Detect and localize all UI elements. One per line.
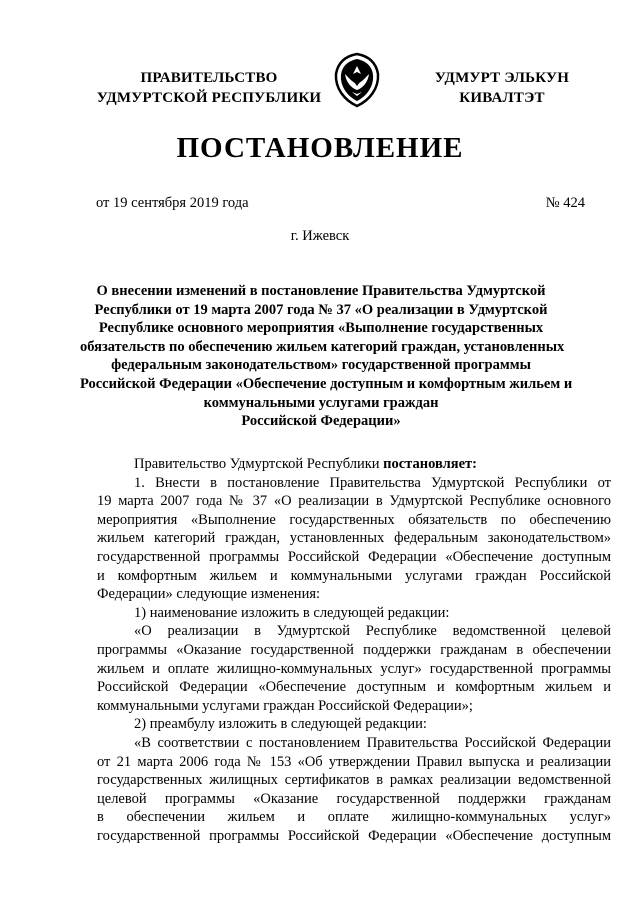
body-line: 1. Внести в постановление Правительства Удмуртской Республики от — [134, 474, 611, 491]
body-line: «О реализации в Удмуртской Республике ведомственной целевой — [134, 623, 611, 640]
document-type-heading: ПОСТАНОВЛЕНИЕ — [176, 132, 464, 164]
title-line: Российской Федерации «Обеспечение доступным и комфортным жильем и — [80, 375, 573, 392]
government-name-udmurt — [418, 68, 586, 108]
body-line: жильем и оплате жилищно-коммунальных услуг» государственной программы — [97, 660, 611, 677]
intro-text: Правительство Удмуртской Республики — [134, 456, 384, 472]
title-line: Республике основного мероприятия «Выполнение государственных — [98, 320, 544, 337]
body-line: государственной программы Российской Федерации «Обеспечение доступным — [97, 548, 611, 565]
coat-of-arms-emblem — [332, 52, 382, 108]
body-line: целевой программы «Оказание государственной поддержки гражданам — [97, 790, 611, 807]
body-line: 19 марта 2007 года № 37 «О реализации в Удмуртской Республике основного — [97, 493, 611, 510]
body-line: 1) наименование изложить в следующей редакции: — [134, 604, 450, 621]
body-line: жильем категорий граждан, установленных федеральным законодательством» — [97, 530, 611, 547]
title-line: О внесении изменений в постановление Правительства Удмуртской — [96, 283, 546, 299]
title-line: коммунальными услугами граждан — [203, 394, 439, 411]
body-line: от 21 марта 2006 года № 153 «Об утверждении Правил выпуска и реализации — [97, 753, 611, 770]
document-number: № 424 — [545, 195, 585, 211]
header-left-line: УДМУРТСКОЙ РЕСПУБЛИКИ — [96, 90, 322, 106]
body-line: коммунальными услугами граждан Российской Федерации»; — [97, 697, 473, 714]
body-line: в обеспечении жильем и оплате жилищно-коммунальных услуг» — [97, 809, 611, 826]
document-body — [97, 455, 611, 845]
body-line: «В соответствии с постановлением Правительства Российской Федерации — [134, 734, 611, 751]
document-title — [80, 282, 573, 431]
title-line: Российской Федерации» — [241, 413, 401, 430]
header-right-line: УДМУРТ ЭЛЬКУН — [434, 70, 570, 86]
document-date: от 19 сентября 2019 года — [96, 195, 249, 211]
body-line: государственных жилищных сертификатов в рамках реализации ведомственной — [97, 772, 611, 789]
intro-decree-word: постановляет: — [383, 456, 477, 472]
body-intro — [97, 455, 611, 474]
body-line: 2) преамбулу изложить в следующей редакции: — [134, 716, 427, 733]
document-city: г. Ижевск — [290, 228, 350, 244]
body-line: мероприятия «Выполнение государственных обязательств по обеспечению — [97, 511, 611, 528]
body-line: Российской Федерации «Обеспечение доступным и комфортным жильем и — [97, 679, 611, 696]
body-line: программы «Оказание государственной поддержки гражданам в обеспечении — [97, 641, 611, 658]
government-name-russian — [78, 68, 340, 108]
title-line: Республики от 19 марта 2007 года № 37 «О реализации в Удмуртской — [94, 301, 548, 318]
header-left-line: ПРАВИТЕЛЬСТВО — [140, 70, 278, 86]
body-line: и комфортным жильем и коммунальными услугами граждан Российской — [97, 567, 611, 584]
body-line: государственной программы Российской Федерации «Обеспечение доступным — [97, 827, 611, 844]
title-line: федеральным законодательством» государственной программы — [111, 357, 531, 374]
body-line: Федерации» следующие изменения: — [97, 586, 321, 603]
title-line: обязательств по обеспечению жильем категорий граждан, установленных — [80, 338, 565, 355]
header-right-line: КИВАЛТЭТ — [459, 90, 545, 106]
